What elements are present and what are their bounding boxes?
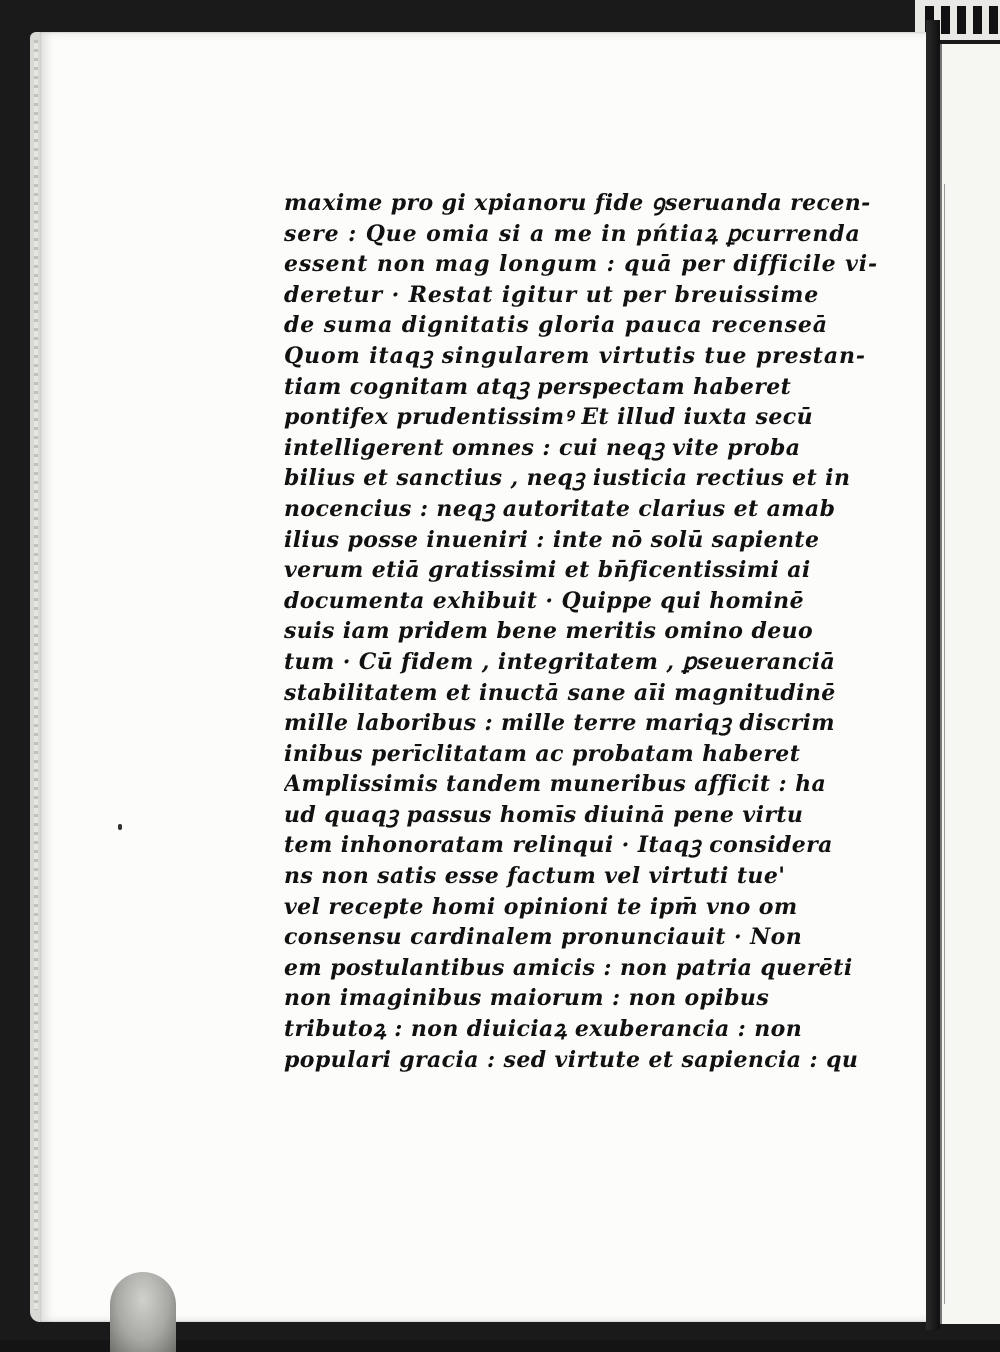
text-line: populari gracia : sed virtute et sapiencia : qu xyxy=(284,1046,859,1073)
text-line: nocencius : neqꝫ autoritate clarius et amab xyxy=(284,495,836,522)
text-line: tem inhonoratam relinqui · Itaqꝫ considera xyxy=(284,832,833,859)
text-line: tributoꝝ : non diuiciaꝝ exuberancia : non xyxy=(284,1016,803,1043)
text-line: deretur · Restat igitur ut per breuissime xyxy=(284,281,820,308)
text-line: ud quaqꝫ passus homīs diuinā pene virtu xyxy=(284,801,804,828)
text-line: Quom itaqꝫ singularem virtutis tue prestan- xyxy=(284,342,866,369)
text-line: consensu cardinalem pronunciauit · Non xyxy=(284,924,803,951)
ink-spot xyxy=(118,824,122,830)
text-line: stabilitatem et inuctā sane aīi magnitudinē xyxy=(284,679,836,706)
text-line: mille laboribus : mille terre mariqꝫ discrim xyxy=(284,710,835,737)
text-line: sere : Que omia si a me in pńtiaꝝ ꝑcurrenda xyxy=(284,220,861,247)
thumb-holding-page xyxy=(110,1272,176,1352)
text-line: intelligerent omnes : cui neqꝫ vite proba xyxy=(284,434,801,461)
text-line: ns non satis esse factum vel virtuti tue' xyxy=(284,863,786,890)
page-edge xyxy=(34,40,38,1310)
text-line: verum etiā gratissimi et bn̄ficentissimi ai xyxy=(284,557,811,584)
text-line: tum · Cū fidem , integritatem , ꝑseueranciā xyxy=(284,648,836,675)
text-line: suis iam pridem bene meritis omino deuo xyxy=(284,618,814,645)
text-line: de suma dignitatis gloria pauca recenseā xyxy=(284,312,828,339)
text-line: bilius et sanctius , neqꝫ iusticia rectius et in xyxy=(284,465,851,492)
text-line: pontifex prudentissimꝰ Et illud iuxta secū xyxy=(284,404,813,431)
text-line: non imaginibus maiorum : non opibus xyxy=(284,985,770,1012)
text-line: em postulantibus amicis : non patria querēti xyxy=(284,954,853,981)
text-line: Amplissimis tandem muneribus afficit : ha xyxy=(284,771,827,798)
text-line: inibus perīclitatam ac probatam haberet xyxy=(284,740,801,767)
book-spine xyxy=(926,20,940,1330)
manuscript-text-block xyxy=(284,188,884,1075)
text-line: tiam cognitam atqꝫ perspectam haberet xyxy=(284,373,792,400)
facing-page-edge xyxy=(940,44,1000,1324)
text-line: vel recepte homi opinioni te ipm̄ vno om xyxy=(284,893,798,920)
text-line: essent non mag longum : quā per difficile vi- xyxy=(284,251,879,278)
text-line: documenta exhibuit · Quippe qui hominē xyxy=(284,587,804,614)
text-line: maxime pro gi xpianoru fide ꝯseruanda recen- xyxy=(284,190,871,216)
text-line: ilius posse inueniri : inte nō solū sapiente xyxy=(284,526,820,553)
